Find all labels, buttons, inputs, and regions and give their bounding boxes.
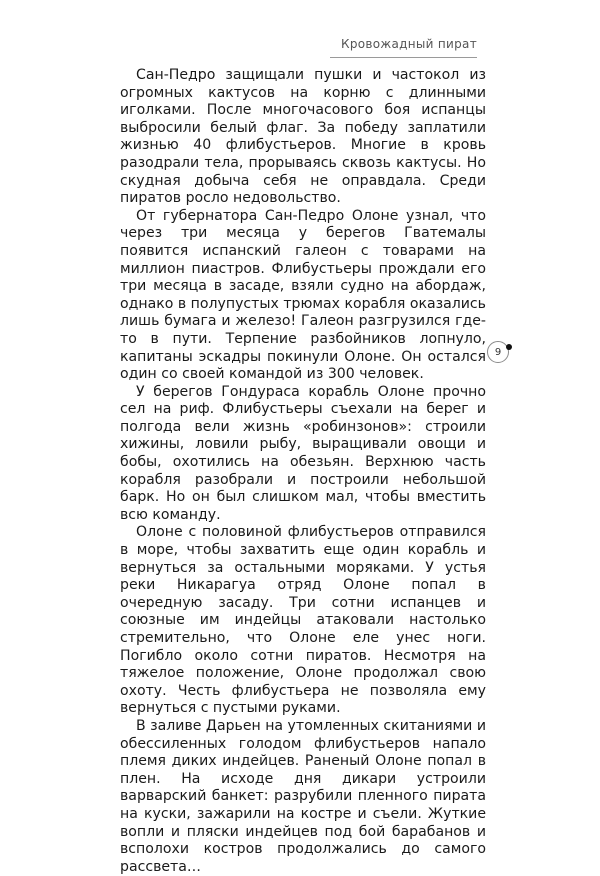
- paragraph-3: У берегов Гондураса корабль Олоне прочно сел на риф. Флибустьеры съехали на берег и полгода вели жизнь «робинзонов»: строили хижины, ловили рыбу, выращивали овощи и бобы, охотились на обезьян. Верхнюю часть корабля разобрали и построили небольшой барк. Но он был слишком мал, чтобы вместить всю команду.: [120, 383, 486, 523]
- page-number: 9: [487, 341, 509, 363]
- header-rule: [330, 57, 477, 58]
- page-number-dot: [506, 344, 512, 350]
- paragraph-4: Олоне с половиной флибустьеров отправился в море, чтобы захватить еще один корабль и вернуться за остальными моряками. У устья реки Никарагуа отряд Олоне попал в очередную засаду. Три сотни испанцев и союзные им индейцы атаковали настолько стремительно, что Олоне еле унес ноги. Погибло около сотни пиратов. Несмотря на тяжелое положение, Олоне продолжал свою охоту. Честь флибустьера не позволяла ему вернуться с пустыми руками.: [120, 524, 486, 717]
- running-header: Кровожадный пират: [341, 37, 477, 51]
- paragraph-1: Сан-Педро защищали пушки и частокол из огромных кактусов на корню с длинными иголками. После многочасового боя испанцы выбросили белый флаг. За победу заплатили жизнью 40 флибустьеров. Многие в кровь разодрали тела, прорываясь сквозь кактусы. Но скудная добыча себя не оправдала. Среди пиратов росло недовольство.: [120, 67, 486, 207]
- text-body: [120, 67, 486, 876]
- paragraph-5: В заливе Дарьен на утомленных скитаниями и обессиленных голодом флибустьеров напало племя диких индейцев. Раненый Олоне попал в плен. На исходе дня дикари устроили варварский банкет: разрубили пленного пирата на куски, зажарили на костре и съели. Жуткие вопли и пляски индейцев под бой барабанов и всполохи костров продолжались до самого рассвета…: [120, 717, 486, 875]
- paragraph-2: От губернатора Сан-Педро Олоне узнал, что через три месяца у берегов Гватемалы появится испанский галеон с товарами на миллион пиастров. Флибустьеры прождали его три месяца в засаде, взяли судно на абордаж, однако в полупустых трюмах корабля оказались лишь бумага и железо! Галеон разгрузился где-то в пути. Терпение разбойников лопнуло, капитаны эскадры покинули Олоне. Он остался один со своей командой из 300 человек.: [120, 207, 486, 383]
